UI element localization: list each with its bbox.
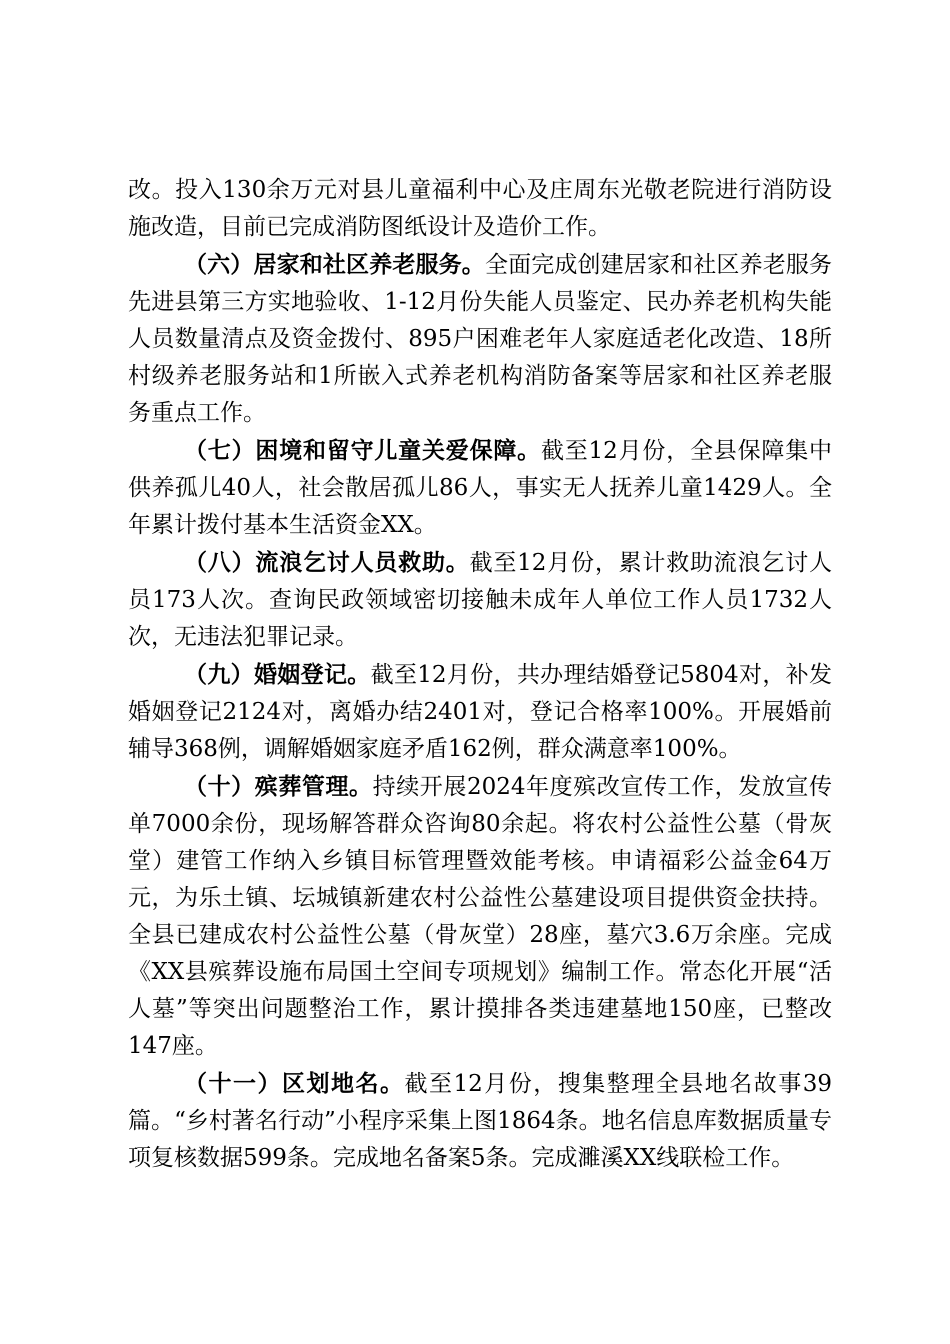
section-heading: （十）殡葬管理。 — [184, 773, 373, 800]
paragraph-section-10 — [128, 768, 832, 1065]
paragraph-section-11 — [128, 1065, 832, 1177]
paragraph-text: 截至12月份，全县保障集中供养孤儿40人，社会散居孤儿86人，事实无人抚养儿童1429人。全年累计拨付基本生活资金XX。 — [128, 438, 832, 538]
paragraph-section-7 — [128, 432, 832, 544]
paragraph-section-8 — [128, 544, 832, 656]
section-heading: （六）居家和社区养老服务。 — [184, 251, 485, 278]
section-heading: （十一）区划地名。 — [184, 1070, 405, 1097]
paragraph-continuation — [128, 172, 832, 246]
paragraph-text: 截至12月份，共办理结婚登记5804对，补发婚姻登记2124对，离婚办结2401对，登记合格率100%。开展婚前辅导368例，调解婚姻家庭矛盾162例，群众满意率100%。 — [128, 662, 832, 762]
document-body — [128, 172, 832, 1177]
paragraph-section-6 — [128, 246, 832, 432]
paragraph-text: 全面完成创建居家和社区养老服务先进县第三方实地验收、1-12月份失能人员鉴定、民办养老机构失能人员数量清点及资金拨付、895户困难老年人家庭适老化改造、18所村级养老服务站和1所嵌入式养老机构消防备案等居家和社区养老服务重点工作。 — [128, 252, 833, 426]
paragraph-text: 持续开展2024年度殡改宣传工作，发放宣传单7000余份，现场解答群众咨询80余起。将农村公益性公墓（骨灰堂）建管工作纳入乡镇目标管理暨效能考核。申请福彩公益金64万元，为乐土镇、坛城镇新建农村公益性公墓建设项目提供资金扶持。全县已建成农村公益性公墓（骨灰堂）28座，墓穴3.6万余座。完成《XX县殡葬设施布局国土空间专项规划》编制工作。常态化开展“活人墓”等突出问题整治工作，累计摸排各类违建墓地150座，已整改147座。 — [128, 774, 832, 1059]
section-heading: （九）婚姻登记。 — [184, 661, 371, 688]
paragraph-text: 截至12月份，累计救助流浪乞讨人员173人次。查询民政领域密切接触未成年人单位工作人员1732人次，无违法犯罪记录。 — [128, 550, 832, 650]
paragraph-text: 截至12月份，搜集整理全县地名故事39篇。“乡村著名行动”小程序采集上图1864条。地名信息库数据质量专项复核数据599条。完成地名备案5条。完成濉溪XX线联检工作。 — [128, 1071, 832, 1171]
section-heading: （八）流浪乞讨人员救助。 — [184, 549, 470, 576]
paragraph-text: 改。投入130余万元对县儿童福利中心及庄周东光敬老院进行消防设施改造，目前已完成消防图纸设计及造价工作。 — [128, 177, 832, 240]
paragraph-section-9 — [128, 656, 832, 768]
section-heading: （七）困境和留守儿童关爱保障。 — [184, 437, 541, 464]
